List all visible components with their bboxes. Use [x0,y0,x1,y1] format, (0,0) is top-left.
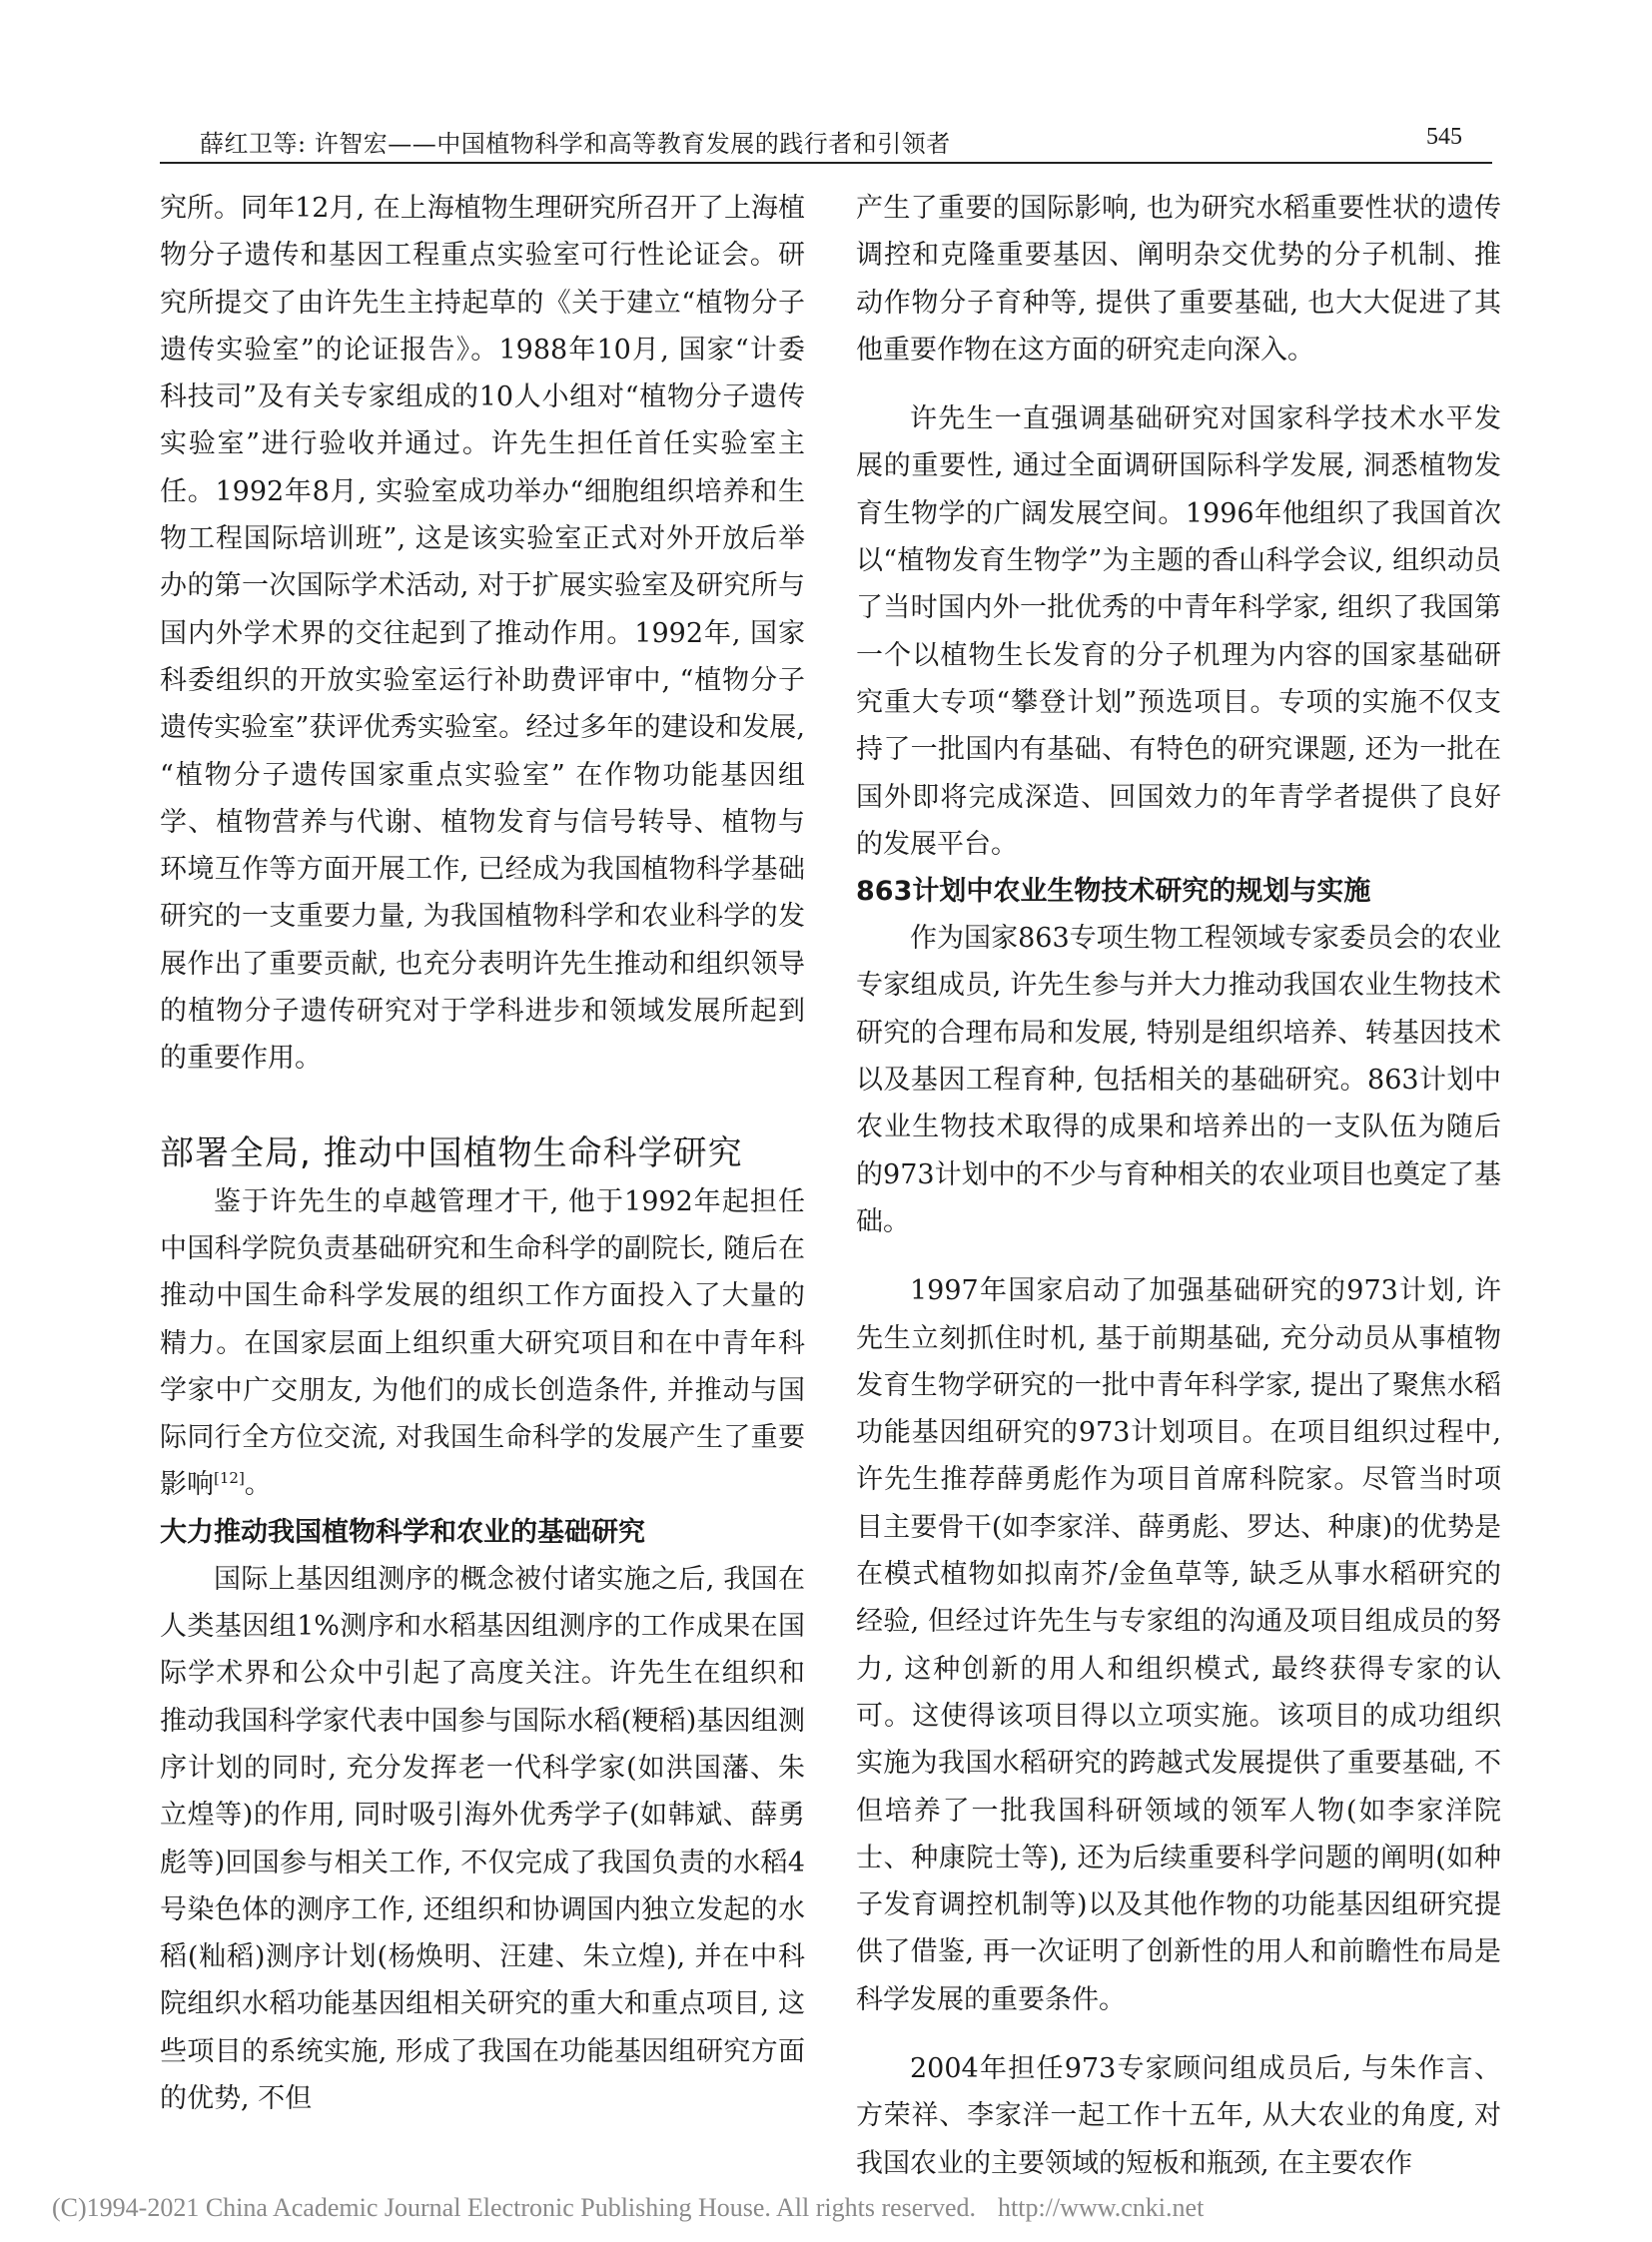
paragraph: 1997年国家启动了加强基础研究的973计划, 许先生立刻抓住时机, 基于前期基础, 充分动员从事植物发育生物学研究的一批中青年科学家, 提出了聚焦水稻功能基因组研究的973计划项目。在项目组织过程中, 许先生推荐薛勇彪作为项目首席科院家。尽管当时项目主要骨干(如李家洋、薛勇彪、罗达、种康)的优势是在模式植物如拟南芥/金鱼草等, 缺乏从事水稻研究的经验, 但经过许先生与专家组的沟通及项目组成员的努力, 这种创新的用人和组织模式, 最终获得专家的认可。这使得该项目得以立项实施。该项目的成功组织实施为我国水稻研究的跨越式发展提供了重要基础, 不但培养了一批我国科研领域的领军人物(如李家洋院士、种康院士等), 还为后续重要科学问题的阐明(如种子发育调控机制等)以及其他作物的功能基因组研究提供了借鉴, 再一次证明了创新性的用人和前瞻性布局是科学发展的重要条件。 [856,1275,1501,2015]
paragraph-gap [856,374,1501,395]
right-column [856,185,1501,2187]
subsection-heading: 863计划中农业生物技术研究的规划与实施 [856,876,1371,908]
paragraph-gap [856,2023,1501,2045]
paragraph: 作为国家863专项生物工程领域专家委员会的农业专家组成员, 许先生参与并大力推动我国农业生物技术研究的合理布局和发展, 特别是组织培养、转基因技术以及基因工程育种, 包括相关的基础研究。863计划中农业生物技术取得的成果和培养出的一支队伍为随后的973计划中的不少与育种相关的农业项目也奠定了基础。 [856,923,1501,1237]
paragraph: 2004年担任973专家顾问组成员后, 与朱作言、方荣祥、李家洋一起工作十五年, 从大农业的角度, 对我国农业的主要领域的短板和瓶颈, 在主要农作 [856,2052,1501,2179]
left-column [160,185,805,2122]
footer-link[interactable]: http://www.cnki.net [998,2193,1205,2222]
paragraph-text: 鉴于许先生的卓越管理才干, 他于1992年起担任中国科学院负责基础研究和生命科学的副院长, 随后在推动中国生命科学发展的组织工作方面投入了大量的精力。在国家层面上组织重大研究项目和在中青年科学家中广交朋友, 为他们的成长创造条件, 并推动与国际同行全方位交流, 对我国生命科学的发展产生了重要影响 [160,1185,805,1501]
paragraph [160,1178,805,1509]
paragraph: 产生了重要的国际影响, 也为研究水稻重要性状的遗传调控和克隆重要基因、阐明杂交优势的分子机制、推动作物分子育种等, 提供了重要基础, 也大大促进了其他重要作物在这方面的研究走向深入。 [856,193,1501,366]
paragraph: 究所。同年12月, 在上海植物生理研究所召开了上海植物分子遗传和基因工程重点实验室可行性论证会。研究所提交了由许先生主持起草的《关于建立“植物分子遗传实验室”的论证报告》。1988年10月, 国家“计委科技司”及有关专家组成的10人小组对“植物分子遗传实验室”进行验收并通过。许先生担任首任实验室主任。1992年8月, 实验室成功举办“细胞组织培养和生物工程国际培训班”, 这是该实验室正式对外开放后举办的第一次国际学术活动, 对于扩展实验室及研究所与国内外学术界的交往起到了推动作用。1992年, 国家科委组织的开放实验室运行补助费评审中, “植物分子遗传实验室”获评优秀实验室。经过多年的建设和发展, “植物分子遗传国家重点实验室” 在作物功能基因组学、植物营养与代谢、植物发育与信号转导、植物与环境互作等方面开展工作, 已经成为我国植物科学基础研究的一支重要力量, 为我国植物科学和农业科学的发展作出了重要贡献, 也充分表明许先生推动和组织领导的植物分子遗传研究对于学科进步和领域发展所起到的重要作用。 [160,193,805,1075]
citation-ref: [12] [214,1469,245,1488]
section-heading: 部署全局, 推动中国植物生命科学研究 [160,1132,743,1173]
copyright-text: (C)1994-2021 China Academic Journal Electronic Publishing House. All rights reserved. [52,2193,976,2222]
paragraph: 许先生一直强调基础研究对国家科学技术水平发展的重要性, 通过全面调研国际科学发展, 洞悉植物发育生物学的广阔发展空间。1996年他组织了我国首次以“植物发育生物学”为主题的香山科学会议, 组织动员了当时国内外一批优秀的中青年科学家, 组织了我国第一个以植物生长发育的分子机理为内容的国家基础研究重大专项“攀登计划”预选项目。专项的实施不仅支持了一批国内有基础、有特色的研究课题, 还为一批在国外即将完成深造、回国效力的年青学者提供了良好的发展平台。 [856,403,1501,860]
paragraph-end: 。 [244,1469,272,1501]
subsection-heading: 大力推动我国植物科学和农业的基础研究 [160,1516,645,1548]
paragraph: 国际上基因组测序的概念被付诸实施之后, 我国在人类基因组1%测序和水稻基因组测序的工作成果在国际学术界和公众中引起了高度关注。许先生在组织和推动我国科学家代表中国参与国际水稻(粳稻)基因组测序计划的同时, 充分发挥老一代科学家(如洪国藩、朱立煌等)的作用, 同时吸引海外优秀学子(如韩斌、薛勇彪等)回国参与相关工作, 不仅完成了我国负责的水稻4号染色体的测序工作, 还组织和协调国内独立发起的水稻(籼稻)测序计划(杨焕明、汪建、朱立煌), 并在中科院组织水稻功能基因组相关研究的重大和重点项目, 这些项目的系统实施, 形成了我国在功能基因组研究方面的优势, 不但 [160,1563,805,2114]
running-header [160,118,1492,164]
running-title: 薛红卫等: 许智宏——中国植物科学和高等教育发展的践行者和引领者 [200,130,951,158]
page-number: 545 [1426,124,1462,150]
paragraph-gap [856,1245,1501,1267]
copyright-footer [52,2193,1204,2223]
